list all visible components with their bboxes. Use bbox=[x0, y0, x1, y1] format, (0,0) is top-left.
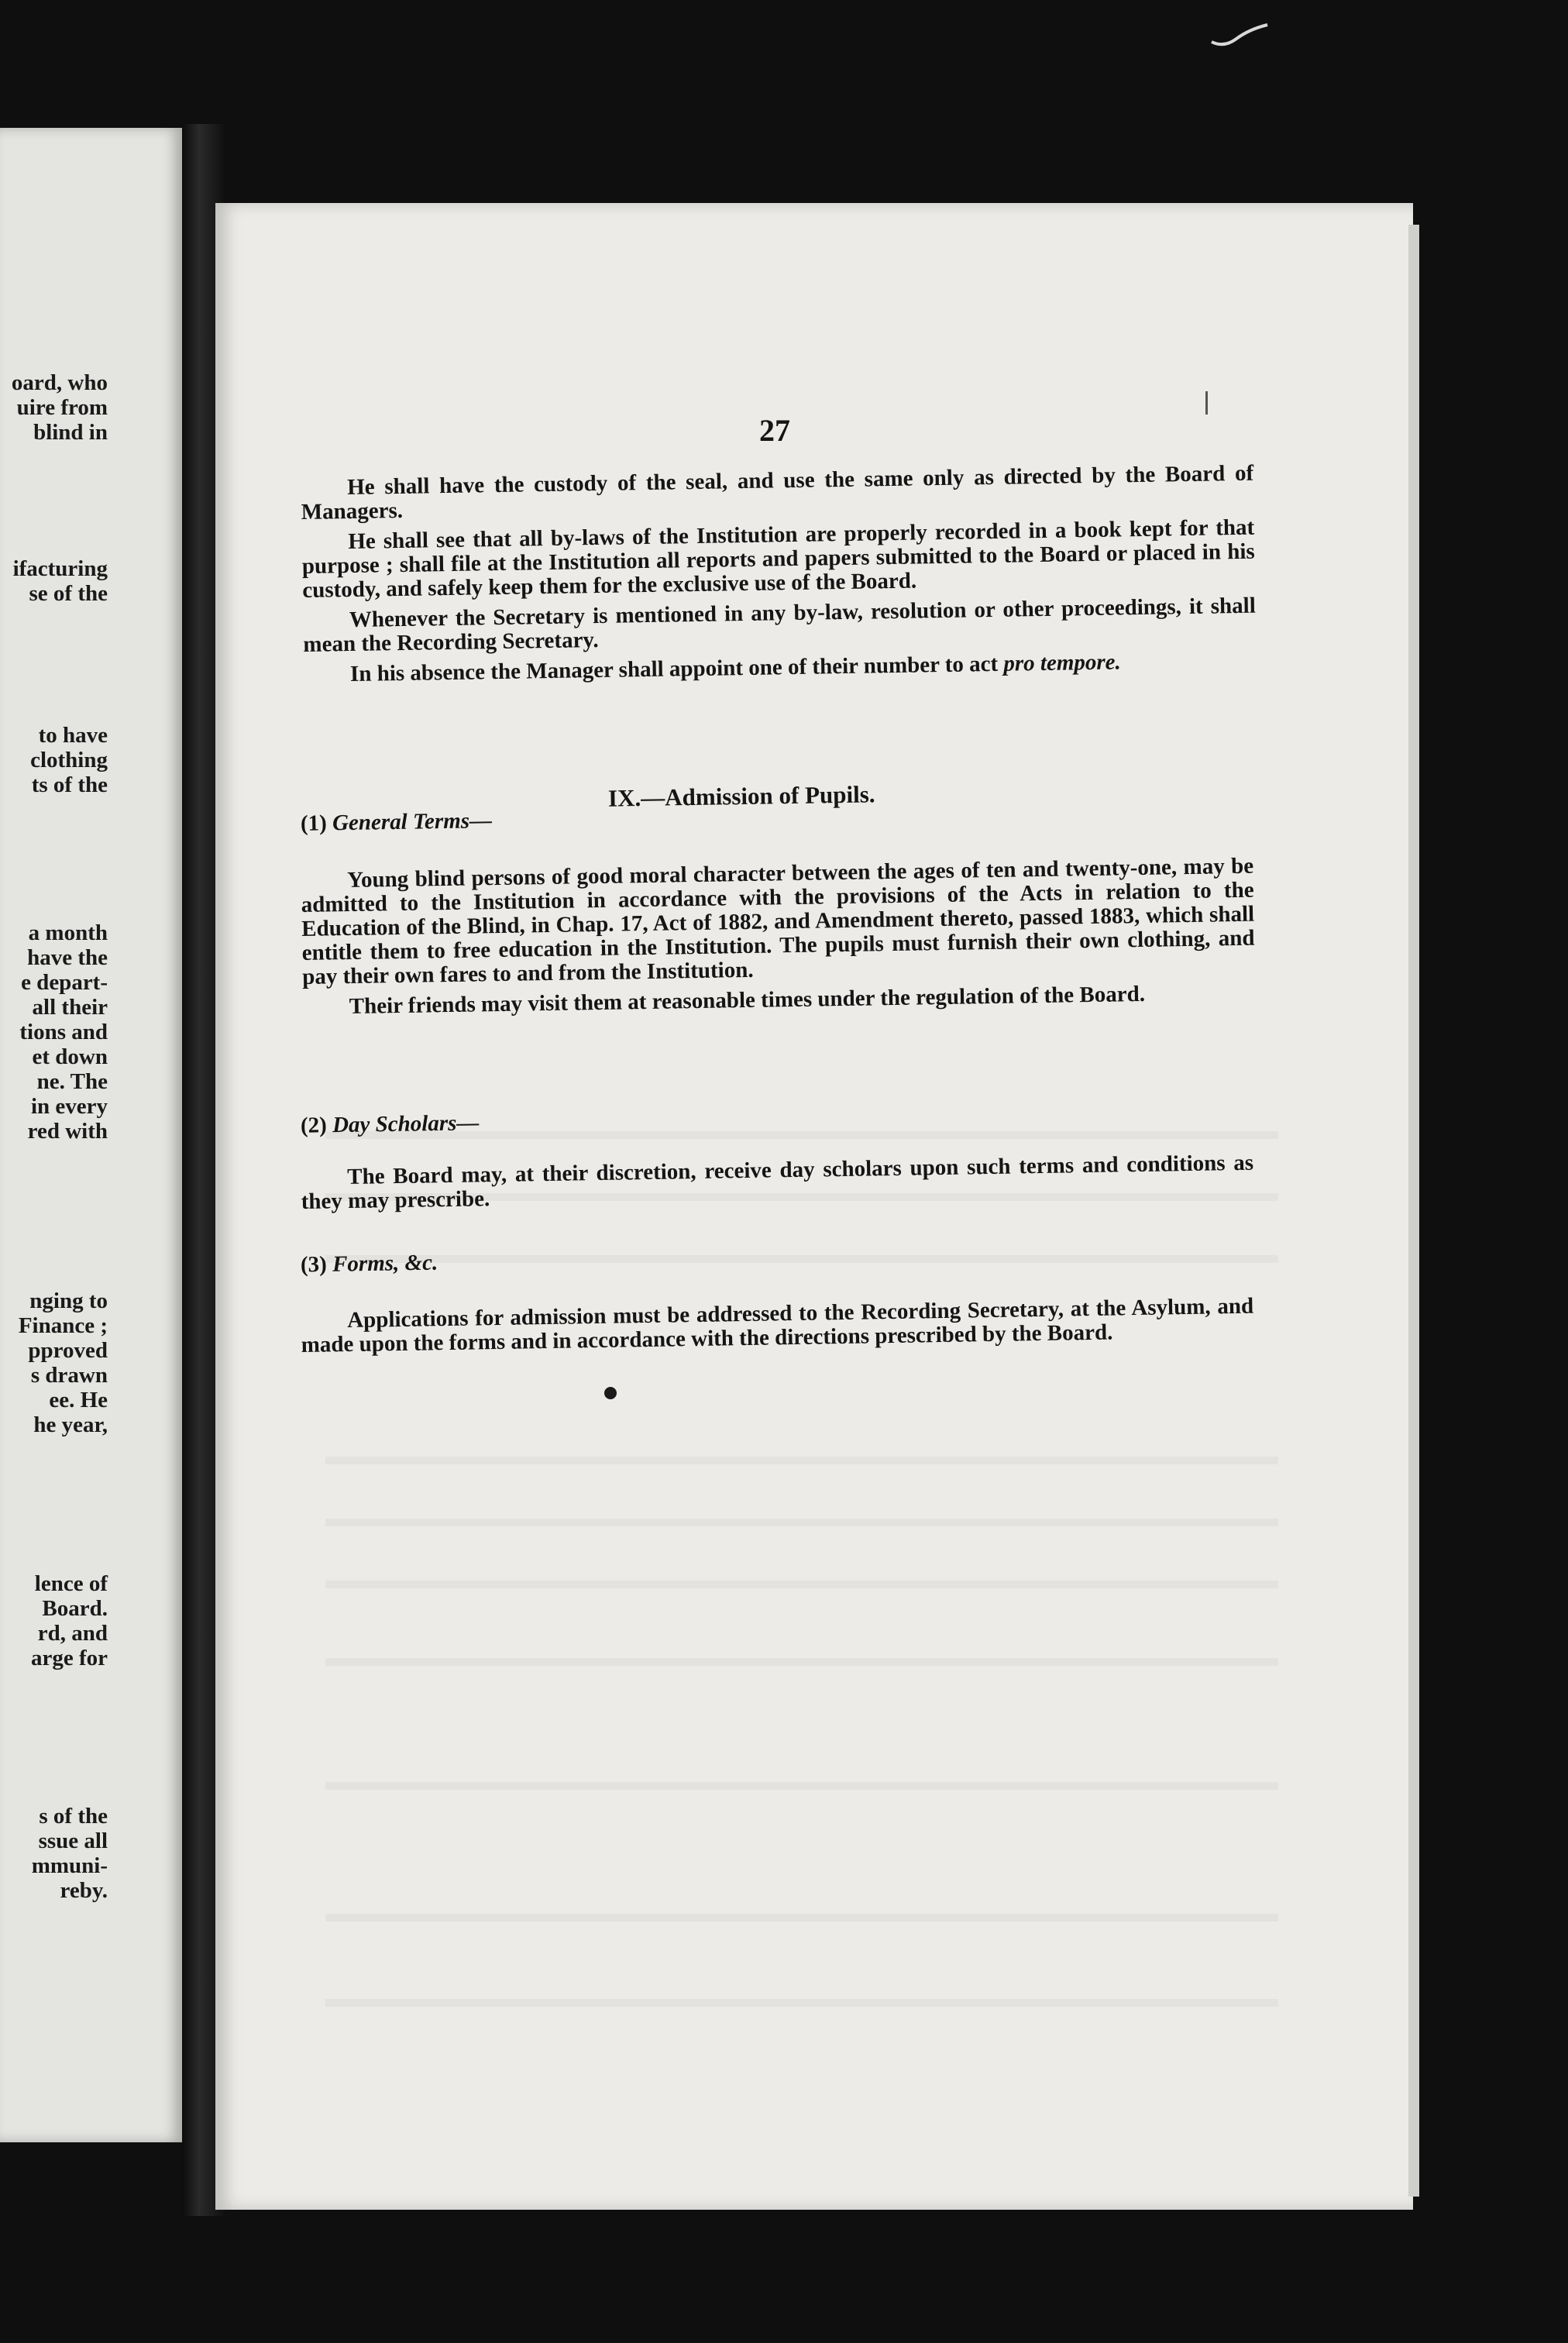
page-edge bbox=[1408, 225, 1419, 2197]
facing-page-text-fragment: et down bbox=[32, 1044, 108, 1069]
facing-page-text-fragment: in every bbox=[30, 1094, 108, 1119]
facing-page-text-fragment: s drawn bbox=[30, 1363, 108, 1388]
paragraph-bylaws: He shall see that all by-laws of the Institution are properly recorded in a book kept for that purpose ; shall file at the Institution all reports and papers submitted to the Board or placed in his custody, and safely keep them for the exclusive use of the Board. bbox=[301, 514, 1255, 603]
paragraph-applications: Applications for admission must be addressed to the Recording Secretary, at the Asylum, and made upon the forms and in accordance with the directions prescribed by the Board. bbox=[301, 1293, 1254, 1357]
subheading-number: (1) bbox=[300, 810, 328, 836]
pen-tick-mark bbox=[1209, 22, 1271, 53]
subheading-title: Day Scholars— bbox=[332, 1110, 480, 1138]
subheading-day-scholars bbox=[301, 1110, 480, 1139]
bleed-through bbox=[325, 1581, 1278, 1588]
subheading-forms bbox=[301, 1251, 438, 1278]
margin-mark bbox=[1205, 391, 1208, 415]
facing-page-text-fragment: blind in bbox=[33, 420, 108, 445]
facing-page-text-fragment: lence of bbox=[34, 1571, 108, 1596]
paragraph-young-blind: Young blind persons of good moral character between the ages of ten and twenty-one, may be admitted to the Institution in accordance with the provisions of the Acts in relation to the Education of the Blind, in Chap. 17, Act of 1882, and Amendment thereto, passed 1883, which shall entitle them to free education in the Institution. The pupils must furnish their own clothing, and pay their own fares to and from the Institution. bbox=[301, 853, 1255, 989]
facing-page-text-fragment: arge for bbox=[30, 1646, 108, 1670]
facing-page-text-fragment: mmuni- bbox=[31, 1853, 108, 1878]
ink-spot bbox=[604, 1387, 617, 1399]
facing-page-text-fragment: he year, bbox=[33, 1412, 108, 1437]
facing-page-text-fragment: ifacturing bbox=[12, 556, 108, 581]
page-number: 27 bbox=[759, 413, 790, 448]
facing-page-text-fragment: s of the bbox=[39, 1804, 108, 1829]
facing-page-text-fragment: tions and bbox=[19, 1020, 108, 1044]
paragraph-absence-text: In his absence the Manager shall appoint one of their number to act bbox=[349, 651, 999, 687]
paragraph-custody: He shall have the custody of the seal, and use the same only as directed by the Board of Managers. bbox=[301, 460, 1254, 525]
bleed-through bbox=[325, 1457, 1278, 1464]
bleed-through bbox=[325, 1914, 1278, 1922]
paragraph-friends: Their friends may visit them at reasonable times under the regulation of the Board. bbox=[349, 981, 1146, 1020]
paragraph-day-scholars: The Board may, at their discretion, receive day scholars upon such terms and conditions as they may prescribe. bbox=[301, 1150, 1254, 1214]
facing-page-text-fragment: uire from bbox=[16, 395, 108, 420]
bleed-through bbox=[325, 1658, 1278, 1666]
facing-page-text-fragment: se of the bbox=[29, 581, 108, 606]
facing-page-text-fragment: a month bbox=[28, 920, 108, 945]
facing-page bbox=[0, 128, 182, 2142]
subheading-number: (3) bbox=[300, 1251, 328, 1278]
facing-page-text-fragment: nging to bbox=[29, 1288, 108, 1313]
facing-page-text-fragment: oard, who bbox=[11, 370, 108, 395]
bleed-through bbox=[325, 1255, 1278, 1263]
facing-page-text-fragment: clothing bbox=[30, 748, 108, 772]
facing-page-text-fragment: Board. bbox=[42, 1596, 108, 1621]
subheading-title: Forms, &c. bbox=[332, 1250, 438, 1277]
subheading-title: General Terms— bbox=[332, 808, 493, 836]
facing-page-text-fragment: rd, and bbox=[37, 1621, 108, 1646]
facing-page-text-fragment: reby. bbox=[60, 1878, 108, 1903]
facing-page-text-fragment: ne. The bbox=[36, 1069, 108, 1094]
admission-terms bbox=[301, 855, 1256, 1020]
facing-page-text-fragment: have the bbox=[27, 945, 108, 970]
subheading-general-terms bbox=[301, 808, 493, 837]
facing-page-text-fragment: ts of the bbox=[31, 772, 108, 797]
facing-page-text-fragment: e depart- bbox=[21, 970, 108, 995]
facing-page-text-fragment: red with bbox=[27, 1119, 108, 1144]
bleed-through bbox=[325, 1782, 1278, 1790]
paragraph-secretary: Whenever the Secretary is mentioned in any by-law, resolution or other proceedings, it shall mean the Recording Secretary. bbox=[303, 593, 1257, 657]
facing-page-text-fragment: Finance ; bbox=[18, 1313, 108, 1338]
facing-page-text-fragment: ee. He bbox=[49, 1388, 108, 1412]
facing-page-text-fragment: to have bbox=[38, 723, 108, 748]
facing-page-text-fragment: all their bbox=[32, 995, 108, 1020]
bleed-through bbox=[325, 1999, 1278, 2007]
subheading-number: (2) bbox=[300, 1113, 328, 1138]
section-heading: IX.—Admission of Pupils. bbox=[607, 780, 875, 812]
facing-page-text-fragment: ssue all bbox=[38, 1829, 108, 1853]
facing-page-text-fragment: pproved bbox=[28, 1338, 108, 1363]
paragraph-absence-italic: pro tempore. bbox=[1003, 649, 1122, 676]
bleed-through bbox=[325, 1519, 1278, 1526]
secretary-duties bbox=[301, 462, 1257, 687]
